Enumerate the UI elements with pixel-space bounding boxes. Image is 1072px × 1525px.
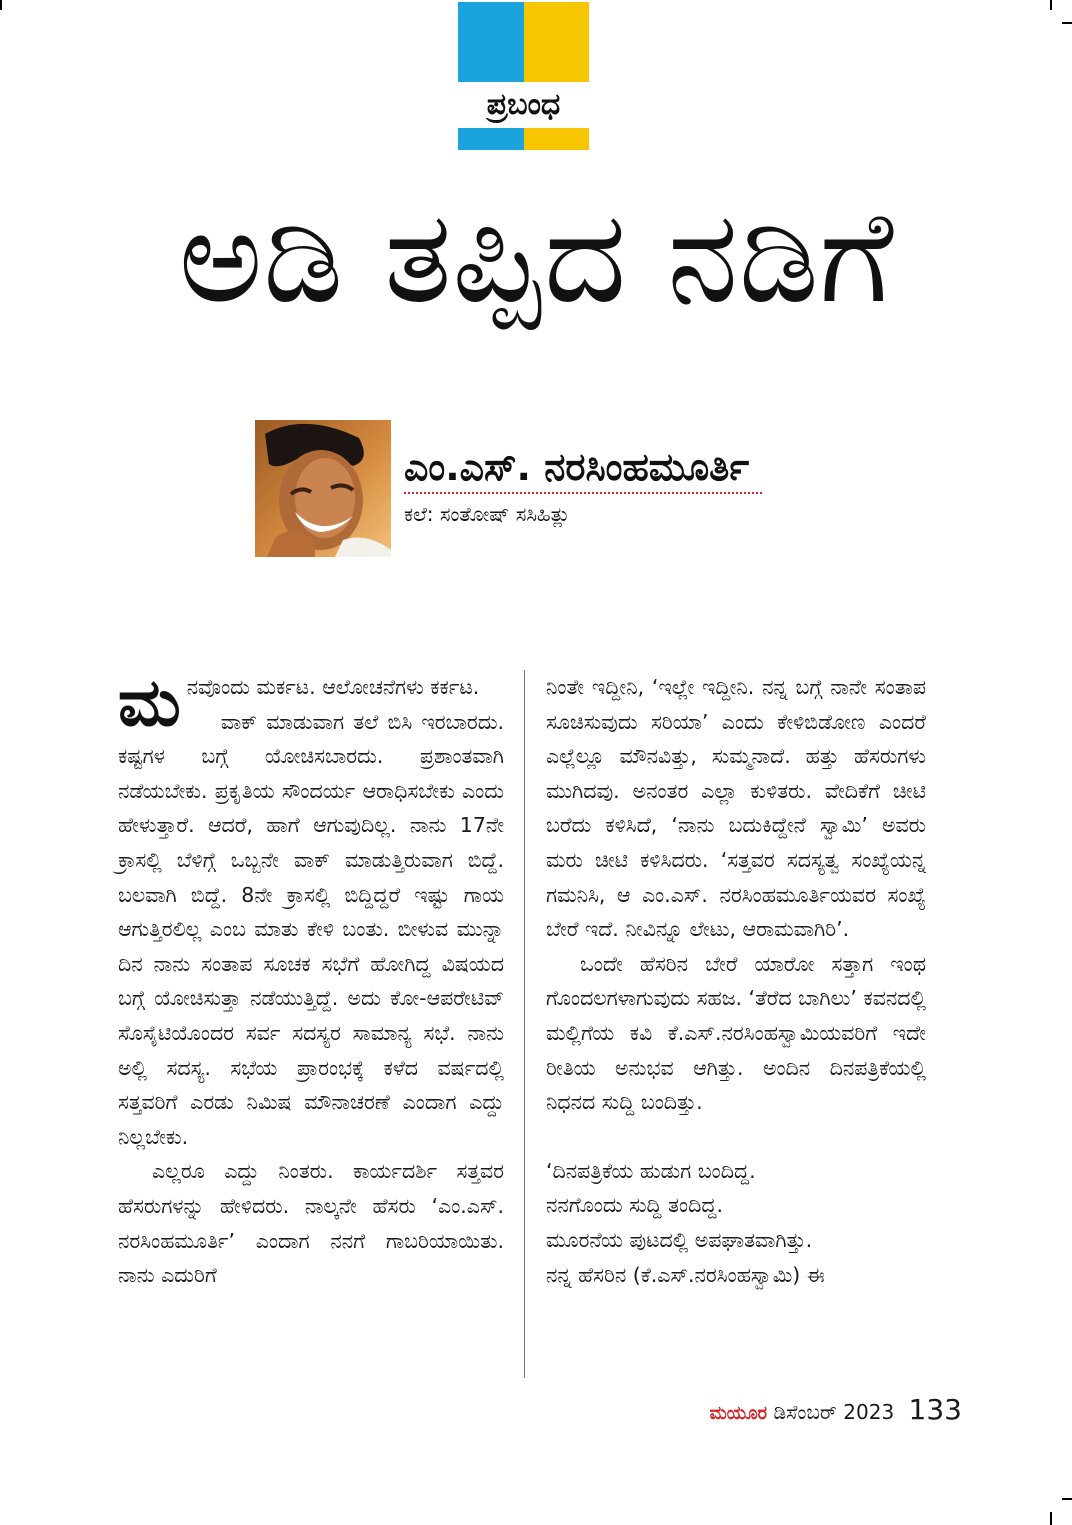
magazine-name: ಮಯೂರ	[709, 1403, 768, 1424]
poem-line: ನನಗೊಂದು ಸುದ್ದಿ ತಂದಿದ್ದ.	[546, 1193, 723, 1218]
crop-mark	[1062, 22, 1072, 24]
article-column-2	[546, 670, 926, 1292]
article-title: ಅಡಿ ತಪ್ಪಿದ ನಡಿಗೆ	[178, 183, 894, 332]
page-number: 133	[908, 1393, 962, 1426]
crop-mark	[0, 0, 2, 10]
logo-yellow-strip	[524, 128, 589, 150]
logo-blue-strip	[458, 128, 524, 150]
logo-blue-block	[458, 2, 524, 82]
dropcap: ಮ	[118, 664, 181, 741]
article-paragraph: ಎಲ್ಲರೂ ಎದ್ದು ನಿಂತರು. ಕಾರ್ಯದರ್ಶಿ ಸತ್ತವರ ಹೆಸರುಗಳನ್ನು ಹೇಳಿದರು. ನಾಲ್ಕನೇ ಹೆಸರು ‘ಎಂ.ಎಸ್. ನರಸಿಂಹಮೂರ್ತಿ’ ಎಂದಾಗ ನನಗೆ ಗಾಬರಿಯಾಯಿತು. ನಾನು ಎದುರಿಗೆ	[118, 1159, 504, 1288]
poem-excerpt	[546, 1154, 926, 1292]
article-column-1	[118, 664, 504, 1293]
author-photo	[255, 420, 391, 557]
author-name: ಎಂ.ಎಸ್. ನರಸಿಂಹಮೂರ್ತಿ	[404, 445, 749, 489]
crop-mark	[1050, 0, 1052, 10]
issue-date: ಡಿಸೆಂಬರ್ 2023	[773, 1400, 895, 1424]
crop-mark	[1050, 1512, 1052, 1525]
paragraph-text: ನವೊಂದು ಮರ್ಕಟ. ಆಲೋಚನೆಗಳು ಕರ್ಕಟ.	[186, 675, 480, 699]
article-paragraph	[118, 664, 504, 741]
poem-line: ನನ್ನ ಹೆಸರಿನ (ಕೆ.ಎಸ್.ನರಸಿಂಹಸ್ವಾಮಿ) ಈ	[546, 1262, 825, 1287]
article-paragraph: ವಾಕ್ ಮಾಡುವಾಗ ತಲೆ ಬಿಸಿ ಇರಬಾರದು. ಕಷ್ಟಗಳ ಬಗ್ಗೆ ಯೋಚಿಸಬಾರದು. ಪ್ರಶಾಂತವಾಗಿ ನಡೆಯಬೇಕು. ಪ್ರಕೃತಿಯ ಸೌಂದರ್ಯ ಆರಾಧಿಸಬೇಕು ಎಂದು ಹೇಳುತ್ತಾರೆ. ಆದರೆ, ಹಾಗೆ ಆಗುವುದಿಲ್ಲ. ನಾನು 17ನೇ ಕ್ರಾಸಲ್ಲಿ ಬೆಳಿಗ್ಗೆ ಒಬ್ಬನೇ ವಾಕ್ ಮಾಡುತ್ತಿರುವಾಗ ಬಿದ್ದೆ. ಬಲವಾಗಿ ಬಿದ್ದೆ. 8ನೇ ಕ್ರಾಸಲ್ಲಿ ಬಿದ್ದಿದ್ದರೆ ಇಷ್ಟು ಗಾಯ ಆಗುತ್ತಿರಲಿಲ್ಲ ಎಂಬ ಮಾತು ಕೇಳಿ ಬಂತು. ಬೀಳುವ ಮುನ್ನಾ ದಿನ ನಾನು ಸಂತಾಪ ಸೂಚಕ ಸಭೆಗೆ ಹೋಗಿದ್ದ ವಿಷಯದ ಬಗ್ಗೆ ಯೋಚಿಸುತ್ತಾ ನಡೆಯುತ್ತಿದ್ದೆ. ಅದು ಕೋ-ಆಪರೇಟಿವ್ ಸೊಸೈಟಿಯೊಂದರ ಸರ್ವ ಸದಸ್ಯರ ಸಾಮಾನ್ಯ ಸಭೆ. ನಾನು ಅಲ್ಲಿ ಸದಸ್ಯ. ಸಭೆಯ ಪ್ರಾರಂಭಕ್ಕೆ ಕಳೆದ ವರ್ಷದಲ್ಲಿ ಸತ್ತವರಿಗೆ ಎರಡು ನಿಮಿಷ ಮೌನಾಚರಣೆ ಎಂದಾಗ ಎದ್ದು ನಿಲ್ಲಬೇಕು.	[118, 709, 504, 1149]
page-footer	[710, 1392, 962, 1432]
poem-line: ‘ದಿನಪತ್ರಿಕೆಯ ಹುಡುಗ ಬಂದಿದ್ದ.	[546, 1158, 756, 1183]
article-paragraph: ಒಂದೇ ಹೆಸರಿನ ಬೇರೆ ಯಾರೋ ಸತ್ತಾಗ ಇಂಥ ಗೊಂದಲಗಳಾಗುವುದು ಸಹಜ. ‘ತೆರೆದ ಬಾಗಿಲು’ ಕವನದಲ್ಲಿ ಮಲ್ಲಿಗೆಯ ಕವಿ ಕೆ.ಎಸ್.ನರಸಿಂಹಸ್ವಾಮಿಯವರಿಗೆ ಇದೇ ರೀತಿಯ ಅನುಭವ ಆಗಿತ್ತು. ಅಂದಿನ ದಿನಪತ್ರಿಕೆಯಲ್ಲಿ ನಿಧನದ ಸುದ್ದಿ ಬಂದಿತ್ತು.	[546, 951, 926, 1115]
section-logo	[458, 2, 589, 150]
poem-line: ಮೂರನೆಯ ಪುಟದಲ್ಲಿ ಅಪಘಾತವಾಗಿತ್ತು.	[546, 1227, 813, 1252]
logo-yellow-block	[524, 2, 589, 82]
author-divider	[404, 492, 762, 494]
section-label: ಪ್ರಬಂಧ	[458, 82, 589, 128]
column-divider	[524, 670, 525, 1378]
art-credit: ಕಲೆ: ಸಂತೋಷ್ ಸಸಿಹಿತ್ಲು	[404, 502, 571, 526]
crop-mark	[1062, 1498, 1072, 1500]
article-paragraph: ನಿಂತೇ ಇದ್ದೀನಿ, ‘ಇಲ್ಲೇ ಇದ್ದೀನಿ. ನನ್ನ ಬಗ್ಗೆ ನಾನೇ ಸಂತಾಪ ಸೂಚಿಸುವುದು ಸರಿಯಾ’ ಎಂದು ಕೇಳಿಬಿಡೋಣ ಎಂದರೆ ಎಲ್ಲೆಲ್ಲೂ ಮೌನವಿತ್ತು, ಸುಮ್ಮನಾದೆ. ಹತ್ತು ಹೆಸರುಗಳು ಮುಗಿದವು. ಅನಂತರ ಎಲ್ಲಾ ಕುಳಿತರು. ವೇದಿಕೆಗೆ ಚೀಟಿ ಬರೆದು ಕಳಿಸಿದೆ, ‘ನಾನು ಬದುಕಿದ್ದೇನೆ ಸ್ವಾಮಿ’ ಅವರು ಮರು ಚೀಟಿ ಕಳಿಸಿದರು. ‘ಸತ್ತವರ ಸದಸ್ಯತ್ವ ಸಂಖ್ಯೆಯನ್ನ ಗಮನಿಸಿ, ಆ ಎಂ.ಎಸ್. ನರಸಿಂಹಮೂರ್ತಿಯವರ ಸಂಖ್ಯೆ ಬೇರೆ ಇದೆ. ನೀವಿನ್ನೂ ಲೇಟು, ಆರಾಮವಾಗಿರಿ’.	[546, 675, 926, 942]
